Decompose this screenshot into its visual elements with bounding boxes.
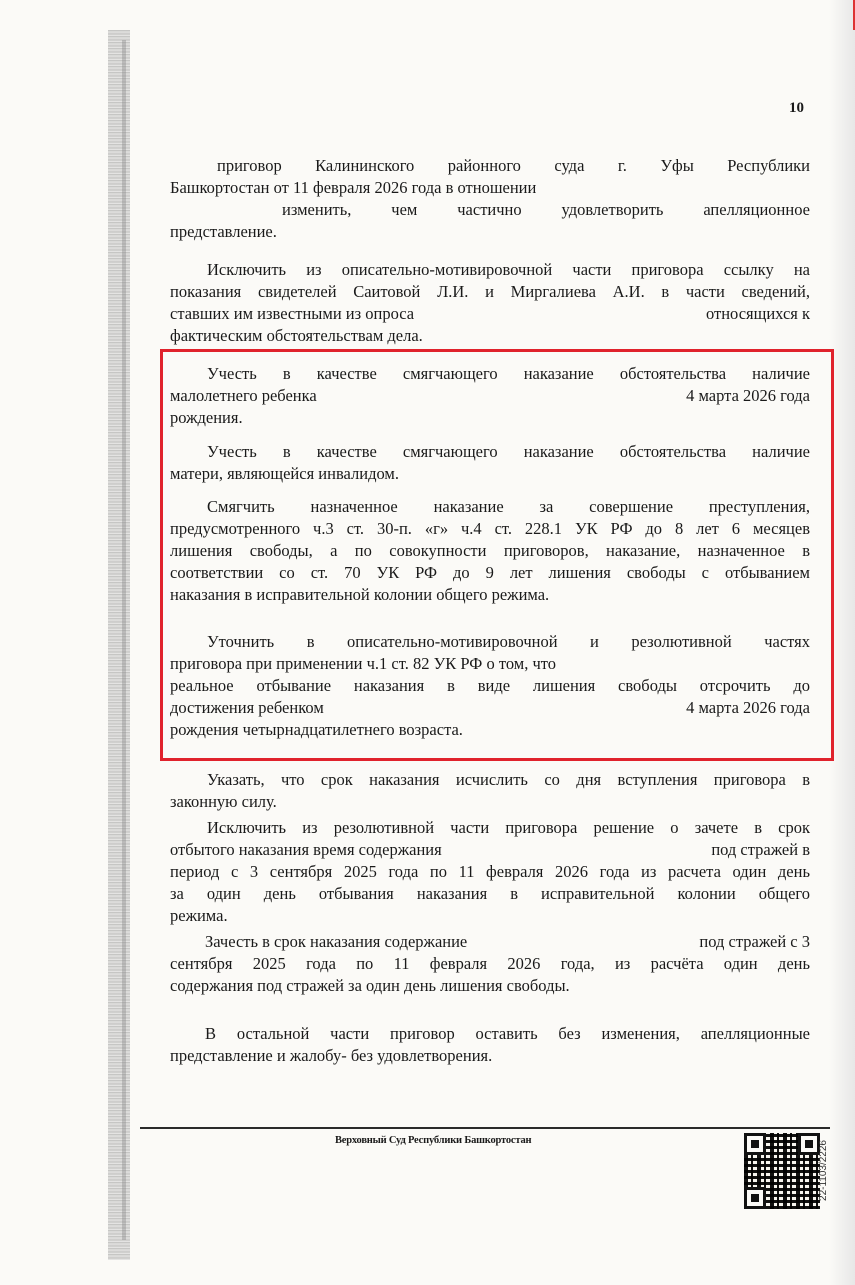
text-segment: малолетнего ребенка [170,386,317,405]
text-line: законную силу. [170,792,277,811]
paragraph-10 [170,1023,810,1067]
text-line-split [170,303,810,325]
text-line: за один день отбывания наказания в исправительной колонии общего [170,884,810,903]
text-line: режима. [170,906,228,925]
text-line: представление и жалобу- без удовлетворения. [170,1046,493,1065]
paragraph-1 [170,155,810,243]
text-segment: относящихся к [705,304,810,323]
qr-finder-icon [798,1133,820,1155]
text-line: соответствии со ст. 70 УК РФ до 9 лет лишения свободы с отбыванием [170,563,810,582]
paragraph-5 [170,496,810,606]
text-line: матери, являющейся инвалидом. [170,464,399,483]
text-line: рождения. [170,408,243,427]
text-line: наказания в исправительной колонии общего режима. [170,585,550,604]
paragraph-2 [170,259,810,347]
text-segment: отбытого наказания время содержания [170,840,442,859]
paragraph-7 [170,769,810,813]
text-segment: 4 марта 2026 года [686,698,810,717]
qr-finder-icon [744,1133,766,1155]
binding-shadow [122,40,126,1240]
text-line: Учесть в качестве смягчающего наказание обстоятельства наличие [207,442,810,461]
paragraph-4 [170,441,810,485]
text-line: период с 3 сентября 2025 года по 11 февраля 2026 года из расчета один день [170,862,810,881]
text-line: Исключить из резолютивной части приговора решение о зачете в срок [207,818,810,837]
footer-rule [140,1127,830,1129]
text-line: реальное отбывание наказания в виде лишения свободы отсрочить до [170,676,810,695]
paragraph-6 [170,631,810,741]
text-line: Смягчить назначенное наказание за совершение преступления, [207,497,810,516]
text-line-split [170,839,810,861]
page-number: 10 [789,100,804,116]
text-line: сентября 2025 года по 11 февраля 2026 года, из расчёта один день [170,954,810,973]
binding-strip [108,30,130,1260]
text-line: представление. [170,222,277,241]
text-segment: достижения ребенком [170,698,324,717]
footer-court-name: Верховный Суд Республики Башкортостан [335,1135,532,1146]
text-line: В остальной части приговор оставить без изменения, апелляционные [205,1024,810,1043]
paragraph-8 [170,817,810,927]
text-line-split [170,385,810,407]
text-line: предусмотренного ч.3 ст. 30-п. «г» ч.4 ст. 228.1 УК РФ до 8 лет 6 месяцев [170,519,810,538]
text-line: Уточнить в описательно-мотивировочной и резолютивной частях [207,632,810,651]
text-segment: под стражей в [711,840,810,859]
text-segment: 4 марта 2026 года [686,386,810,405]
text-line: содержания под стражей за один день лишения свободы. [170,976,570,995]
text-line-split [170,697,810,719]
text-line: изменить, чем частично удовлетворить апелляционное [282,200,810,219]
text-segment: Зачесть в срок наказания содержание [205,932,468,951]
text-line: приговора при применении ч.1 ст. 82 УК РФ о том, что [170,654,556,673]
text-segment: под стражей с 3 [699,932,810,951]
text-segment: ставших им известными из опроса [170,304,415,323]
paragraph-9 [170,931,810,997]
text-line: Исключить из описательно-мотивировочной части приговора ссылку на [207,260,810,279]
document-code: 22-1103/2226 [818,1140,829,1201]
text-line: Указать, что срок наказания исчислить со дня вступления приговора в [207,770,810,789]
text-line: рождения четырнадцатилетнего возраста. [170,720,463,739]
text-line: приговор Калининского районного суда г. Уфы Республики [217,156,810,175]
qr-finder-icon [744,1187,766,1209]
text-line: показания свидетелей Саитовой Л.И. и Миргалиева А.И. в части сведений, [170,282,810,301]
text-line: фактическим обстоятельствам дела. [170,326,423,345]
text-line: лишения свободы, а по совокупности приговоров, наказание, назначенное в [170,541,810,560]
paragraph-3 [170,363,810,429]
text-line: Башкортостан от 11 февраля 2026 года в отношении [170,178,537,197]
text-line: Учесть в качестве смягчающего наказание обстоятельства наличие [207,364,810,383]
text-line-split [170,931,810,953]
qr-code-icon [744,1133,820,1209]
